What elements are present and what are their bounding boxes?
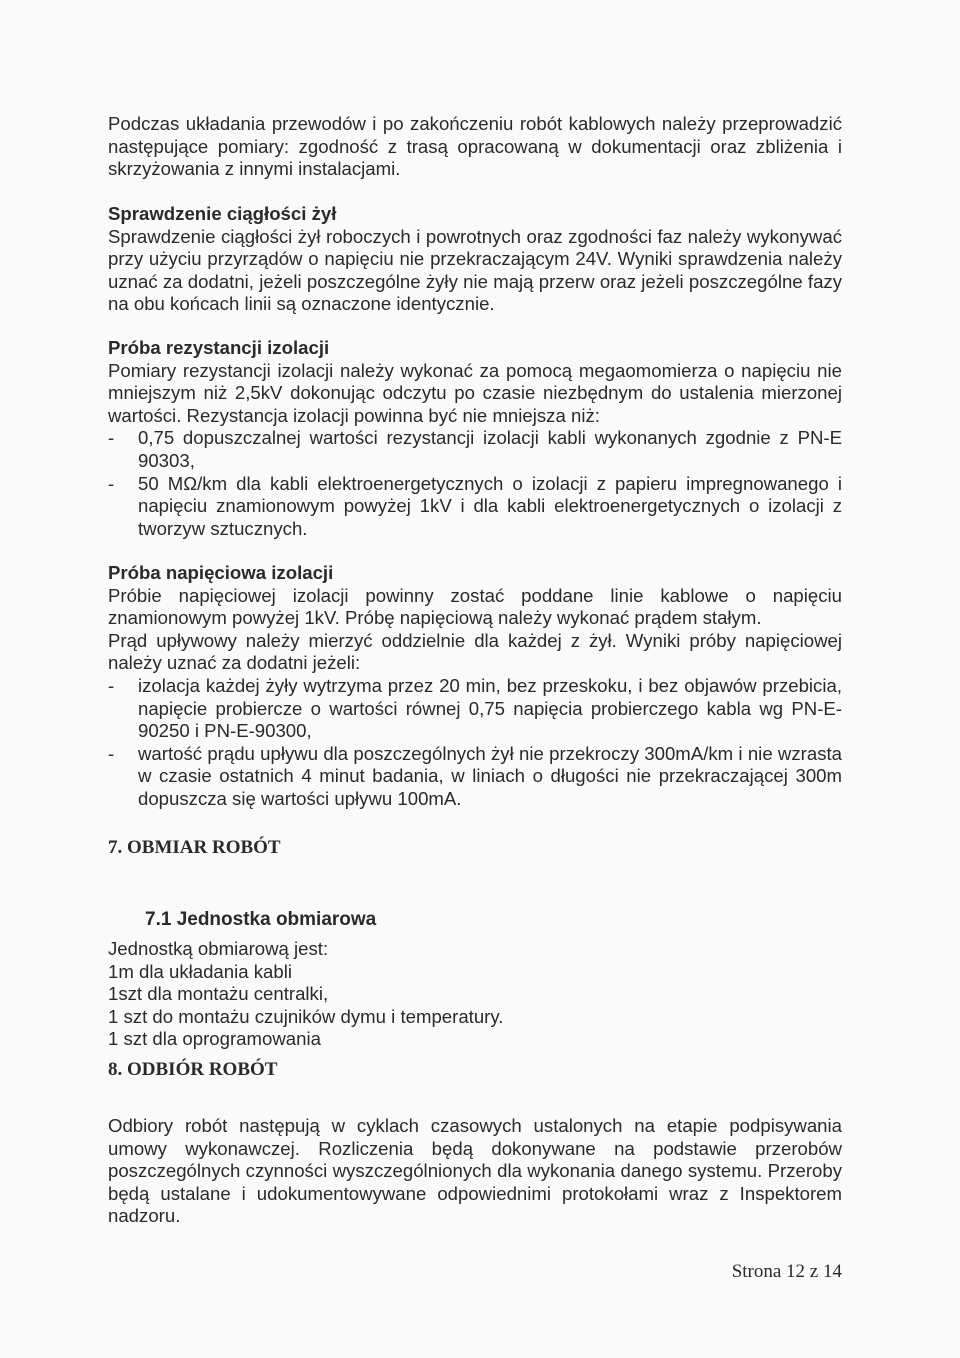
continuity-paragraph: Sprawdzenie ciągłości żył roboczych i powrotnych oraz zgodności faz należy wykonywać przy użyciu przyrządów o napięciu nie przekraczającym 24V. Wyniki sprawdzenia należy uznać za dodatni, jeżeli poszczególne żyły nie mają przerw oraz jeżeli poszczególne fazy na obu końcach linii są oznaczone identycznie. [108,225,842,315]
insulation-resistance-section [108,337,842,540]
voltage-test-paragraph-1: Próbie napięciowej izolacji powinny zostać poddane linie kablowe o napięciu znamionowym powyżej 1kV. Próbę napięciową należy wykonać prądem stałym. [108,584,842,629]
list-item: - 0,75 dopuszczalnej wartości rezystancji izolacji kabli wykonanych zgodnie z PN-E 90303, [108,427,842,471]
intro-paragraph: Podczas układania przewodów i po zakończeniu robót kablowych należy przeprowadzić następujące pomiary: zgodność z trasą opracowaną w dokumentacji oraz zbliżenia i skrzyżowania z innymi instalacjami. [108,113,842,180]
list-item: 1szt dla montażu centralki, [108,983,329,1005]
list-item: 1 szt do montażu czujników dymu i temperatury. [108,1005,504,1027]
voltage-test-section [108,562,842,811]
section-8-paragraph: Odbiory robót następują w cyklach czasowych ustalonych na etapie podpisywania umowy wykonawczej. Rozliczenia będą dokonywane na podstawie przerobów poszczególnych czynności wyszczególnionych dla wykonania danego systemu. Przeroby będą ustalane i udokumentowywane odpowiednimi protokołami wraz z Inspektorem nadzoru. [108,1115,842,1227]
list-item: - wartość prądu upływu dla poszczególnych żył nie przekroczy 300mA/km i nie wzrasta w czasie ostatnich 4 minut badania, w liniach o długości nie przekraczającej 300m dopuszcza się wartości upływu 100mA. [108,742,842,809]
section-7-1-subtitle: 7.1 Jednostka obmiarowa [145,909,377,930]
continuity-section [108,203,842,316]
voltage-test-heading: Próba napięciowa izolacji [108,562,334,583]
page-number: Strona 12 z 14 [731,1261,842,1282]
voltage-test-paragraph-2: Prąd upływowy należy mierzyć oddzielnie dla każdej z żył. Wyniki próby napięciowej należy uznać za dodatni jeżeli: [108,629,842,674]
list-item: 1 szt dla oprogramowania [108,1028,321,1050]
insulation-resistance-heading: Próba rezystancji izolacji [108,337,330,358]
list-item: Jednostką obmiarową jest: [108,938,329,959]
list-item: - izolacja każdej żyły wytrzyma przez 20 min, bez przeskoku, i bez objawów przebicia, napięcie probiercze o wartości równej 0,75 napięcia probierczego kabla wg PN-E-90250 i PN-E-90300, [108,674,842,742]
measurement-units-list [108,938,842,1051]
insulation-resistance-paragraph: Pomiary rezystancji izolacji należy wykonać za pomocą megaomomierza o napięciu nie mniejszym niż 2,5kV dokonując odczytu po czasie niezbędnym do ustalenia mierzonej wartości. Rezystancja izolacji powinna być nie mniejsza niż: [108,359,842,426]
list-item: 1m dla układania kabli [108,960,292,982]
section-8-title: 8. ODBIÓR ROBÓT [108,1059,278,1080]
list-item: - 50 MΩ/km dla kabli elektroenergetycznych o izolacji z papieru impregnowanego i napięciu znamionowym powyżej 1kV i dla kabli elektroenergetycznych o izolacji z tworzyw sztucznych. [108,472,842,539]
continuity-heading: Sprawdzenie ciągłości żył [108,203,337,224]
section-7-title: 7. OBMIAR ROBÓT [108,837,281,858]
